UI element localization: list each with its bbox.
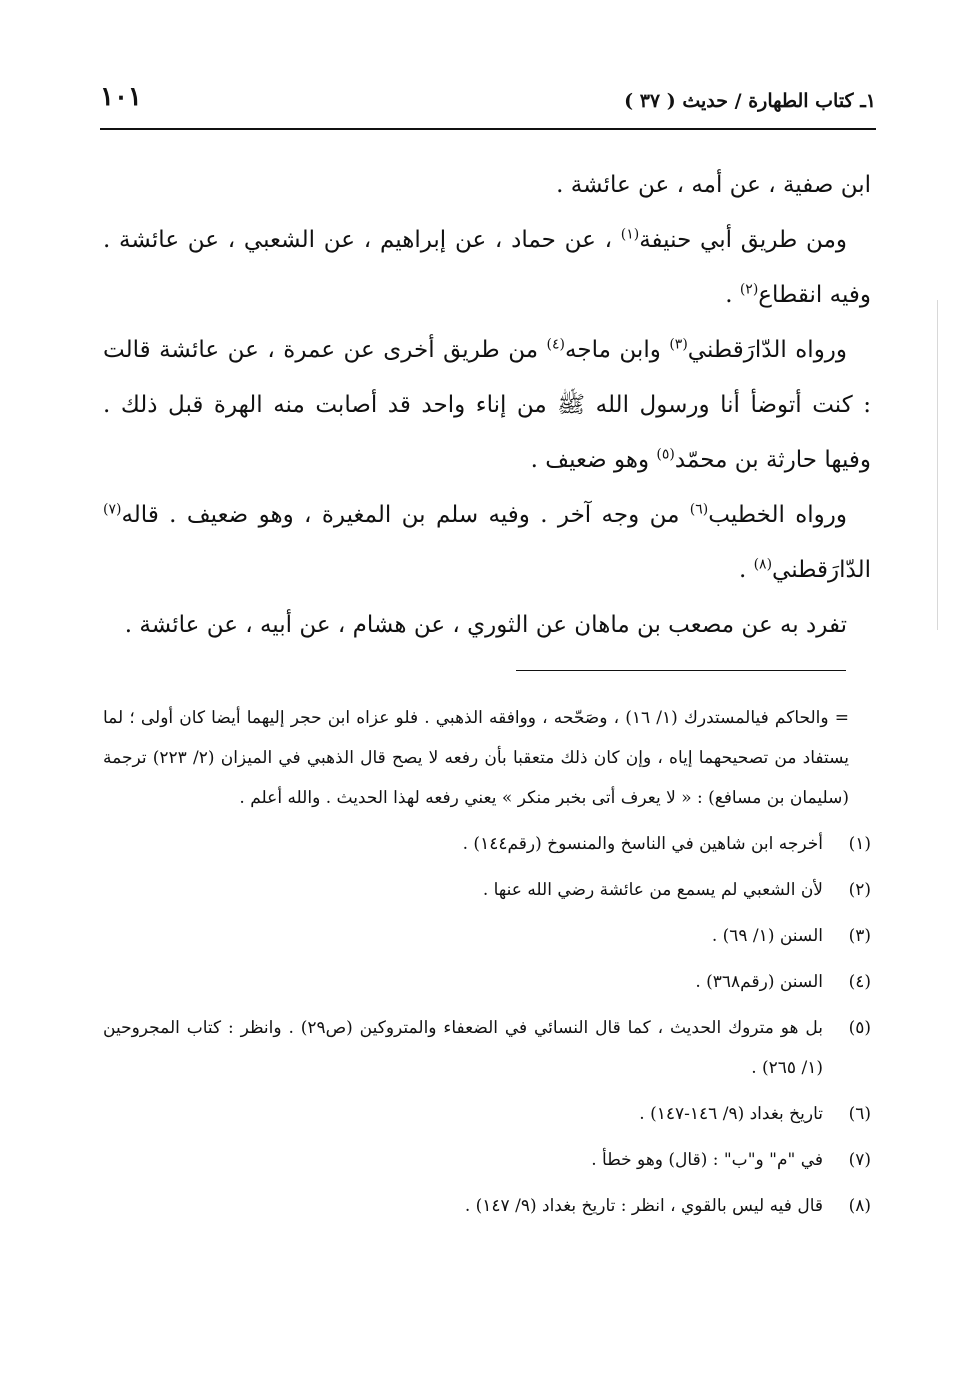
footnote-item bbox=[103, 1008, 871, 1088]
paragraph bbox=[103, 323, 871, 488]
footnote-text: السنن (١/ ٦٩) . bbox=[711, 926, 823, 946]
footnote-number: (١) bbox=[848, 834, 871, 854]
footnote-item bbox=[103, 870, 871, 910]
paragraph bbox=[103, 213, 871, 323]
footnote-item bbox=[103, 824, 871, 864]
paragraph bbox=[103, 598, 871, 653]
footnote-number: (٣) bbox=[848, 926, 871, 946]
footnote-number: (٨) bbox=[848, 1196, 871, 1216]
footnote-text: في "م" و"ب" : (قال) وهو خطأ . bbox=[591, 1150, 823, 1170]
footnote-number: (٥) bbox=[848, 1018, 871, 1038]
footnote-item bbox=[103, 962, 871, 1002]
running-title: ١ـ كتاب الطهارة / حديث ( ٣٧ ) bbox=[624, 90, 876, 112]
footnote-ref[interactable]: (٤) bbox=[546, 336, 566, 353]
footnote-number: (٢) bbox=[848, 880, 871, 900]
text-run: الدّارَقطني bbox=[772, 557, 871, 583]
footnote-item bbox=[103, 1094, 871, 1134]
scan-edge-mark bbox=[937, 300, 938, 630]
main-text bbox=[103, 158, 871, 653]
footnote-number: (٧) bbox=[848, 1150, 871, 1170]
footnote-text: السنن (رقم٣٦٨) . bbox=[695, 972, 823, 992]
footnote-number: (٤) bbox=[848, 972, 871, 992]
header-rule bbox=[100, 128, 876, 130]
paragraph bbox=[103, 488, 871, 598]
footnote-divider bbox=[516, 670, 846, 671]
footnote-text: بل هو متروك الحديث ، كما قال النسائي في الضعفاء والمتروكين (ص٢٩) . وانظر : كتاب المجروحين (١/ ٢٦٥) . bbox=[103, 1018, 823, 1078]
text-run: وهو ضعيف . bbox=[530, 447, 657, 473]
footnote-ref[interactable]: (٧) bbox=[103, 501, 122, 518]
footnote-continuation: = والحاكم فيالمستدرك (١/ ١٦) ، وصَحّحه ، ووافقه الذهبي . فلو عزاه ابن حجر إليهما أيضا كان أولى ؛ لما يستفاد من تصحيحهما إياه ، وإن كان ذلك متعقبا بأن رفعه لا يصح قال الذهبي في الميزان (٢/ ٢٢٣) ترجمة (سليمان بن مسافع) : « لا يعرف أتى بخبر منكر » يعني رفعه لهذا الحديث . والله أعلم . bbox=[103, 708, 850, 808]
text-run: من طريق أخرى عن عمرة ، عن عائشة قالت : كنت أتوضأ أنا ورسول الله ﷺ من إناء واحد قد أصابت منه الهرة قبل ذلك . وفيها حارثة بن محمّد bbox=[103, 337, 871, 473]
paragraph bbox=[103, 158, 871, 213]
footnote-item bbox=[103, 1140, 871, 1180]
text-run: . bbox=[725, 282, 740, 308]
footnote-item bbox=[103, 916, 871, 956]
text-run: ، عن حماد ، عن إبراهيم ، عن الشعبي ، عن عائشة . وفيه انقطاع bbox=[103, 227, 871, 308]
footnote-ref[interactable]: (٨) bbox=[753, 556, 773, 573]
page-header bbox=[100, 80, 876, 124]
page-number: ١٠١ bbox=[100, 82, 142, 112]
text-run: ورواه الدّارَقطني bbox=[687, 337, 848, 363]
text-run: ورواه الخطيب bbox=[708, 502, 847, 528]
footnote-ref[interactable]: (٦) bbox=[689, 501, 709, 518]
footnote-number: (٦) bbox=[848, 1104, 871, 1124]
footnote-text: قال فيه ليس بالقوي ، انظر : تاريخ بغداد (٩/ ١٤٧) . bbox=[464, 1196, 823, 1216]
footnote-item bbox=[103, 1186, 871, 1226]
text-run: وابن ماجه bbox=[565, 337, 670, 363]
footnote-text: تاريخ بغداد (٩/ ١٤٦-١٤٧) . bbox=[639, 1104, 823, 1124]
footnote-text: أخرجه ابن شاهين في الناسخ والمنسوخ (رقم١٤٤) . bbox=[462, 834, 823, 854]
text-run: من وجه آخر . وفيه سلم بن المغيرة ، وهو ضعيف . قاله bbox=[121, 502, 690, 528]
text-run: تفرد به عن مصعب بن ماهان عن الثوري ، عن هشام ، عن أبيه ، عن عائشة . bbox=[124, 612, 847, 638]
footnote-ref[interactable]: (٥) bbox=[656, 446, 675, 463]
text-run: . bbox=[738, 557, 754, 583]
text-run: ومن طريق أبي حنيفة bbox=[639, 227, 847, 253]
text-run: ابن صفية ، عن أمه ، عن عائشة . bbox=[556, 172, 871, 198]
footnote-ref[interactable]: (٣) bbox=[669, 336, 688, 353]
footnote-text: لأن الشعبي لم يسمع من عائشة رضي الله عنها . bbox=[482, 880, 823, 900]
footnote-ref[interactable]: (٢) bbox=[739, 281, 759, 298]
footnotes bbox=[103, 698, 871, 1226]
footnote-ref[interactable]: (١) bbox=[620, 226, 640, 243]
